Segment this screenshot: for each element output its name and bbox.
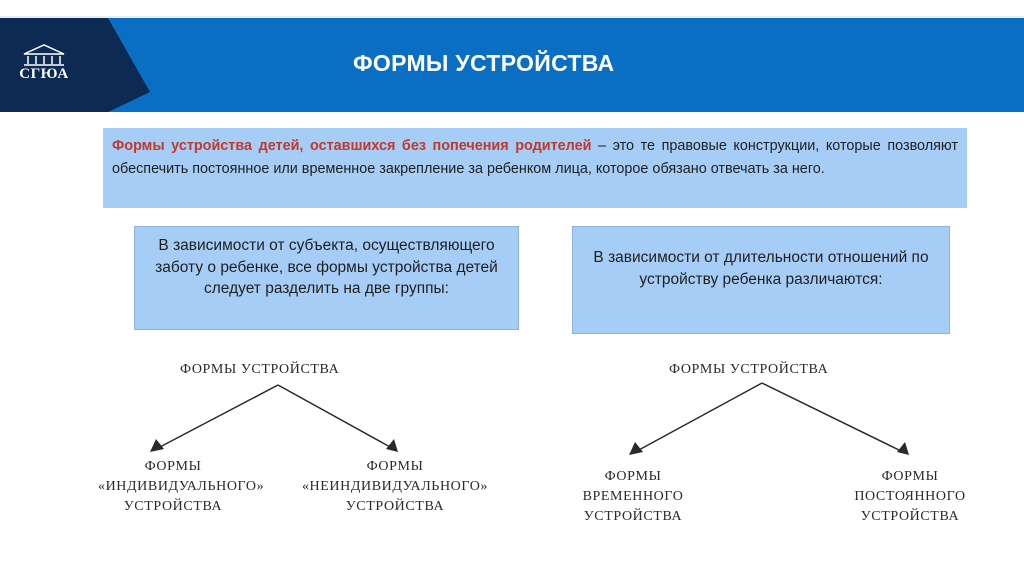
node-line: УСТРОЙСТВА [583, 509, 683, 524]
definition-dash: – [591, 138, 613, 154]
node-line: ВРЕМЕННОГО [582, 489, 684, 504]
logo [14, 42, 74, 92]
arrow-line-left [158, 385, 278, 448]
node-line: «НЕИНДИВИДУАЛЬНОГО» [301, 479, 489, 494]
subject-criterion-box [134, 226, 519, 330]
node-line: «ИНДИВИДУАЛЬНОГО» [98, 479, 265, 494]
building-columns-icon [14, 42, 74, 68]
arrowhead-right [897, 442, 909, 455]
temporary-forms-node [563, 467, 703, 527]
subject-criterion-text: В зависимости от субъекта, осуществляющего заботу о ребенке, все формы устройства детей следует разделить на две группы: [155, 237, 498, 297]
arrow-line-right [278, 385, 392, 448]
permanent-forms-node [835, 467, 985, 527]
node-line: ФОРМЫ [604, 469, 662, 484]
arrow-line-left [637, 383, 762, 451]
node-line: УСТРОЙСТВА [345, 499, 445, 514]
node-line: ФОРМЫ [144, 459, 202, 474]
duration-forms-diagram [555, 355, 990, 529]
definition-term: Формы устройства детей, оставшихся без попечения родителей [112, 138, 592, 154]
duration-criterion-text: В зависимости от длительности отношений по устройству ребенка различаются: [593, 249, 929, 288]
definition-box [103, 128, 967, 208]
node-line: УСТРОЙСТВА [860, 509, 960, 524]
page-title: ФОРМЫ УСТРОЙСТВА [353, 50, 615, 76]
node-line: ПОСТОЯННОГО [854, 489, 966, 504]
subject-forms-diagram [40, 353, 533, 519]
node-line: ФОРМЫ [881, 469, 939, 484]
non-individual-forms-node [295, 457, 495, 517]
node-line: УСТРОЙСТВА [123, 499, 223, 514]
duration-criterion-box [572, 226, 950, 334]
individual-forms-node [98, 457, 265, 517]
diagram-root-label: ФОРМЫ УСТРОЙСТВА [669, 362, 829, 377]
definition-text: это те правовые конструкции, которые позволяют обеспечить постоянное или временное закрепление за ребенком лица, которое обязано отвечать за него. [112, 138, 958, 177]
logo-text: СГЮА [19, 66, 69, 82]
node-line: ФОРМЫ [366, 459, 424, 474]
diagram-root-label: ФОРМЫ УСТРОЙСТВА [180, 362, 340, 377]
header-banner [0, 0, 1024, 112]
arrow-line-right [762, 383, 901, 451]
